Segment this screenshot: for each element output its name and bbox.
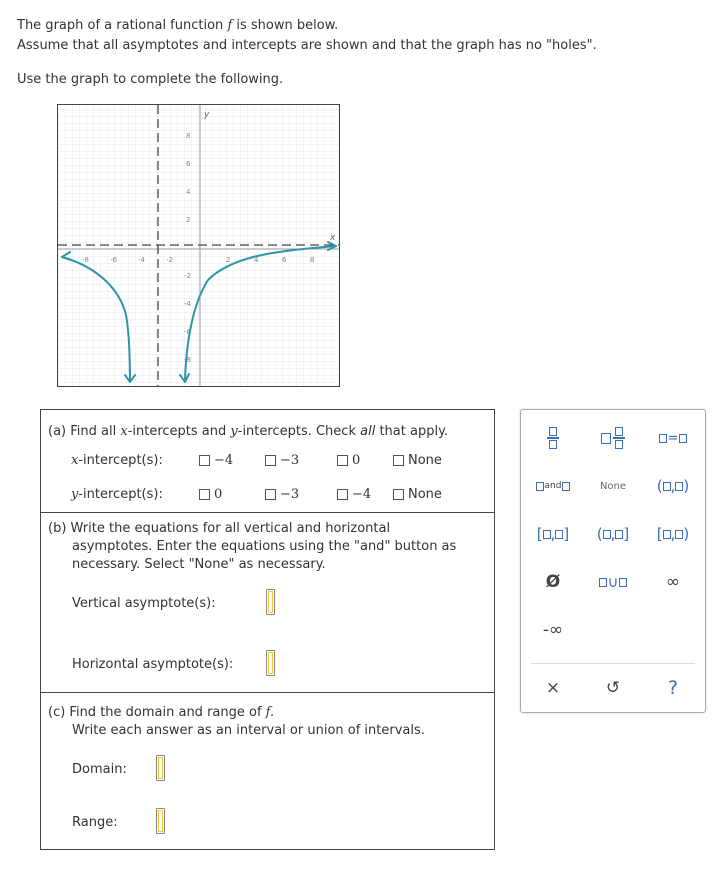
y-tick-label: -4	[184, 300, 191, 308]
palette-divider	[531, 663, 695, 664]
equals-button[interactable]: =	[645, 416, 701, 460]
checkbox[interactable]	[393, 455, 404, 466]
part-a-title: (a) Find all x-intercepts and y-intercepts. Check all that apply.	[48, 424, 449, 439]
x-tick-label: -4	[138, 256, 145, 264]
part-c-title: (c) Find the domain and range of f. Write each answer as an interval or union of intervals.	[48, 705, 425, 738]
open-interval-button[interactable]: ( , )	[656, 477, 690, 495]
fraction-button[interactable]	[525, 416, 581, 460]
checkbox[interactable]	[265, 489, 276, 500]
part-c-panel	[40, 692, 495, 850]
x-intercept-option-none[interactable]: None	[393, 453, 442, 468]
y-tick-label: -8	[184, 356, 191, 364]
range-input[interactable]	[156, 808, 165, 834]
checkbox[interactable]	[265, 455, 276, 466]
part-b-title: (b) Write the equations for all vertical and horizontal asymptotes. Enter the equations using the "and" button as necessary. Select "None" as necessary.	[48, 521, 457, 572]
y-tick-label: 8	[186, 132, 191, 140]
x-intercept-option-0[interactable]: 0	[337, 453, 360, 468]
y-tick-label: -6	[184, 328, 191, 336]
y-intercept-option-0[interactable]: 0	[199, 487, 222, 502]
none-button[interactable]: None	[599, 480, 627, 492]
rational-function-graph	[57, 104, 340, 387]
horizontal-asymptote-label: Horizontal asymptote(s):	[72, 657, 234, 672]
intro-line-2: Assume that all asymptotes and intercepts are shown and that the graph has no "holes".	[17, 38, 597, 53]
right-open-interval-button[interactable]: [ , )	[656, 525, 690, 543]
undo-button[interactable]	[585, 666, 641, 710]
part-a-panel	[40, 409, 495, 513]
y-tick-label: -2	[184, 272, 191, 280]
y-tick-label: 2	[186, 216, 191, 224]
vertical-asymptote-label: Vertical asymptote(s):	[72, 596, 216, 611]
undo-icon: ↺	[605, 678, 621, 698]
checkbox[interactable]	[337, 455, 348, 466]
problem-intro	[17, 16, 597, 56]
checkbox[interactable]	[199, 455, 210, 466]
help-button[interactable]	[645, 666, 701, 710]
part-b-panel	[40, 512, 495, 693]
x-tick-label: -6	[110, 256, 117, 264]
checkbox[interactable]	[393, 489, 404, 500]
vertical-asymptote-input[interactable]	[266, 589, 275, 615]
negative-infinity-button[interactable]: -∞	[542, 620, 564, 640]
y-intercept-label: y-intercept(s):	[71, 487, 163, 502]
y-tick-label: 4	[186, 188, 191, 196]
horizontal-asymptote-input[interactable]	[266, 650, 275, 676]
x-tick-label: 8	[310, 256, 315, 264]
and-button[interactable]: and	[525, 464, 581, 508]
left-open-interval-button[interactable]: ( , ]	[596, 525, 630, 543]
x-tick-label: -2	[166, 256, 173, 264]
union-button[interactable]: ∪	[585, 560, 641, 604]
y-intercept-option-neg4[interactable]: −4	[337, 487, 371, 502]
empty-set-button[interactable]: Ø	[545, 572, 561, 592]
intro-line-3: Use the graph to complete the following.	[17, 72, 284, 87]
x-intercept-option-neg4[interactable]: −4	[199, 453, 233, 468]
domain-label: Domain:	[72, 762, 127, 777]
help-icon: ?	[667, 677, 679, 699]
math-palette	[520, 409, 706, 713]
checkbox[interactable]	[337, 489, 348, 500]
x-intercept-label: x-intercept(s):	[71, 453, 163, 468]
domain-input[interactable]	[156, 755, 165, 781]
clear-button[interactable]	[525, 666, 581, 710]
x-intercept-option-neg3[interactable]: −3	[265, 453, 299, 468]
mixed-number-button[interactable]	[585, 416, 641, 460]
x-tick-label: 4	[254, 256, 259, 264]
y-intercept-option-neg3[interactable]: −3	[265, 487, 299, 502]
close-icon: ×	[545, 678, 561, 698]
x-tick-label: 6	[282, 256, 287, 264]
x-tick-label: -8	[82, 256, 89, 264]
x-axis-label: x	[330, 233, 336, 243]
y-axis-label: y	[204, 110, 210, 120]
intro-line-1: The graph of a rational function f is shown below.	[17, 18, 339, 33]
graph-svg	[58, 105, 339, 386]
infinity-button[interactable]: ∞	[665, 572, 681, 592]
range-label: Range:	[72, 815, 118, 830]
x-tick-label: 2	[226, 256, 231, 264]
y-tick-label: 6	[186, 160, 191, 168]
closed-interval-button[interactable]: [ , ]	[536, 525, 570, 543]
y-intercept-option-none[interactable]: None	[393, 487, 442, 502]
checkbox[interactable]	[199, 489, 210, 500]
